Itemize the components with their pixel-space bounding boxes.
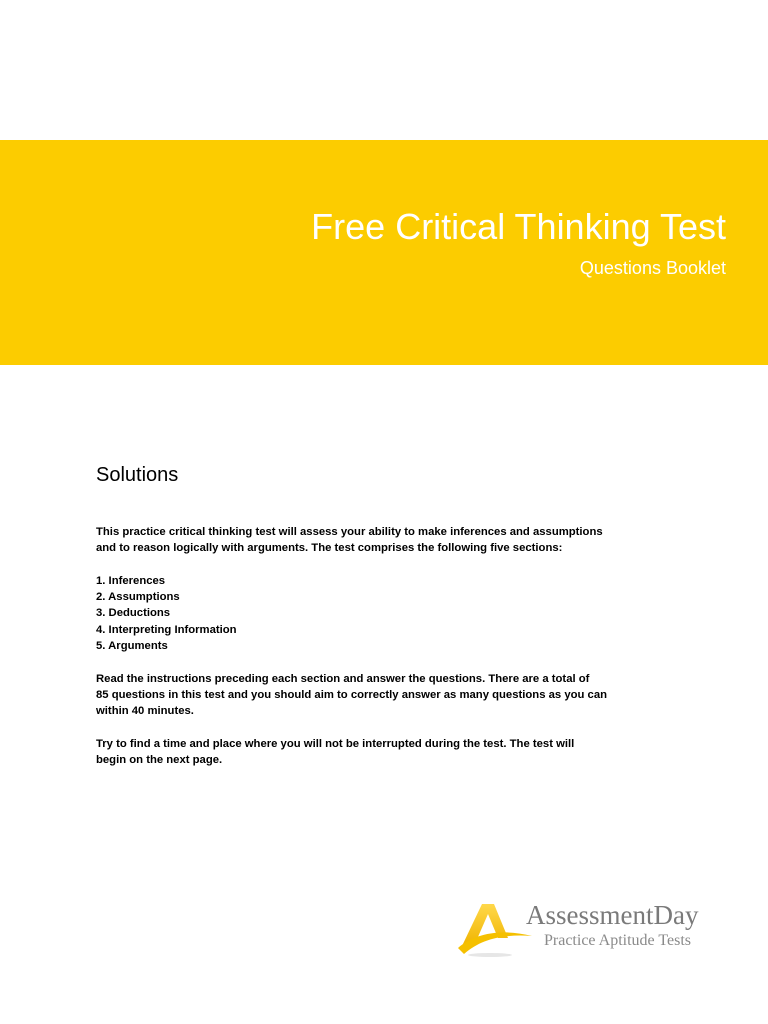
sections-list — [96, 573, 656, 654]
instructions-paragraph — [96, 671, 656, 720]
logo-tagline: Practice Aptitude Tests — [544, 932, 691, 949]
list-item: 4. Interpreting Information — [96, 623, 237, 636]
main-content — [96, 462, 656, 768]
logo-name: AssessmentDay — [526, 900, 699, 930]
assessmentday-logo — [456, 898, 746, 962]
section-heading: Solutions — [96, 464, 179, 486]
instructions-line: Read the instructions preceding each section and answer the questions. There are a total of — [96, 672, 590, 685]
list-item: 5. Arguments — [96, 640, 168, 653]
document-subtitle: Questions Booklet — [579, 258, 726, 278]
list-item: 1. Inferences — [96, 574, 166, 587]
list-item: 3. Deductions — [96, 607, 171, 620]
instructions-line: 85 questions in this test and you should aim to correctly answer as many questions as you can — [96, 688, 608, 701]
document-title: Free Critical Thinking Test — [311, 206, 726, 247]
intro-line: and to reason logically with arguments. The test comprises the following five sections: — [96, 542, 563, 555]
closing-paragraph — [96, 736, 656, 769]
closing-line: begin on the next page. — [96, 754, 223, 767]
list-item: 2. Assumptions — [96, 591, 180, 604]
logo-a-mark-icon — [456, 898, 534, 958]
intro-paragraph — [96, 524, 656, 557]
intro-line: This practice critical thinking test will assess your ability to make inferences and assumptions — [96, 526, 603, 538]
closing-line: Try to find a time and place where you will not be interrupted during the test. The test will — [96, 737, 575, 750]
header-banner — [0, 140, 768, 365]
instructions-line: within 40 minutes. — [96, 705, 194, 718]
